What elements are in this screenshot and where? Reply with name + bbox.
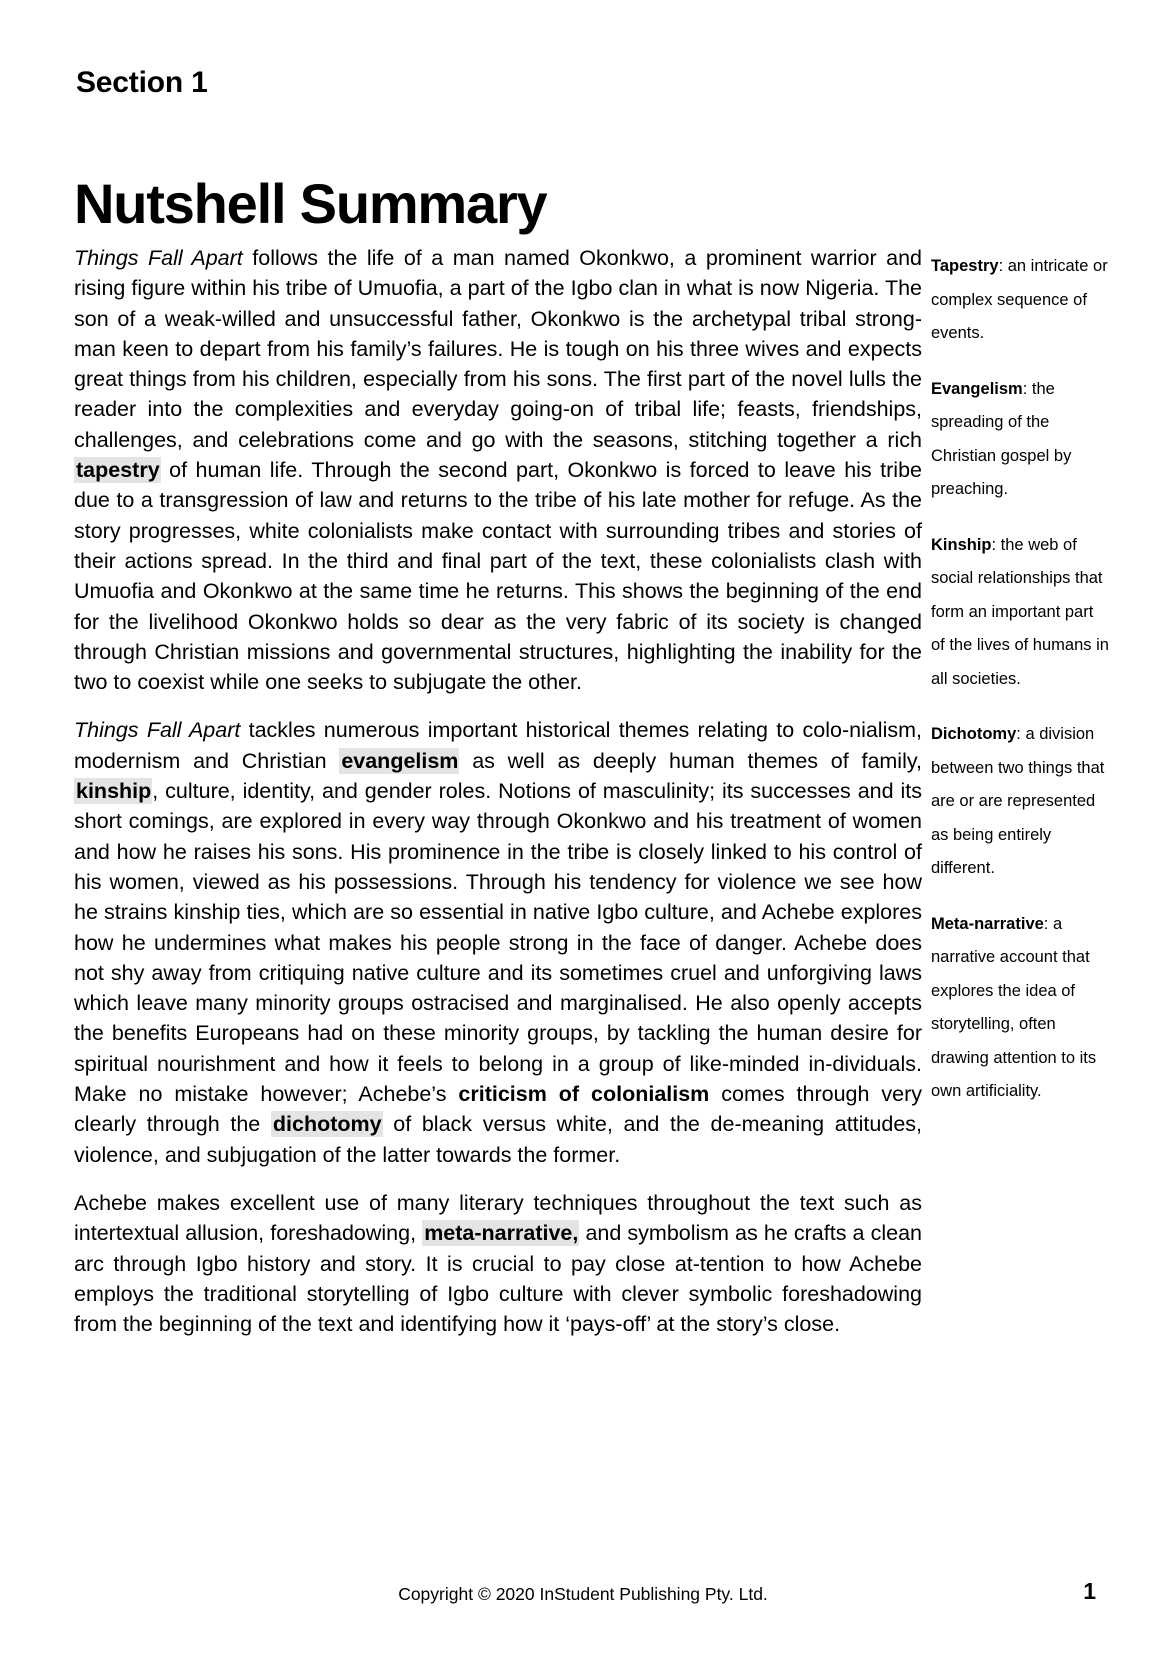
glossary-definition: an intricate or complex sequence of events. (931, 257, 1108, 342)
paragraph-2-text-d: comes through very clearly through the (74, 1082, 923, 1137)
glossary-entry-dichotomy (931, 718, 1111, 886)
glossary-term: Evangelism (931, 379, 1023, 398)
highlighted-term-evangelism: evangelism (341, 748, 459, 773)
highlighted-term-tapestry: tapestry (76, 458, 160, 483)
footer-page-number: 1 (1083, 1578, 1096, 1604)
book-title-italic: Things Fall Apart (74, 718, 241, 743)
highlighted-term-meta-narrative: meta-narrative, (424, 1221, 579, 1246)
glossary-separator: : (1016, 725, 1026, 743)
glossary-definition: the spreading of the Christian gospel by preaching. (931, 379, 1072, 498)
glossary-term: Dichotomy (931, 725, 1017, 743)
glossary-definition: the web of social relationships that form an important part of the lives of humans in all societies. (931, 535, 1109, 688)
paragraph-2-text-a: tackles numerous important historical themes relating to colo-nialism, modernism and Christian (74, 718, 922, 773)
body-column (74, 243, 922, 1339)
glossary-definition: a division between two things that are or are represented as being entirely different. (931, 725, 1105, 877)
bold-term-criticism-of-colonialism: criticism of colonialism (458, 1082, 710, 1107)
glossary-term: Tapestry (931, 257, 999, 275)
paragraph-1-text-b: of human life. Through the second part, Okonkwo is forced to leave his tribe due to a transgression of law and returns to the tribe of his late mother for refuge. As the story progresses, white colonialists make contact with surrounding tribes and stories of their actions spread. In the third and final part of the text, these colonialists clash with Umuofia and Okonkwo at the same time he returns. This shows the beginning of the end for the livelihood Okonkwo holds so dear as the very fabric of its society is changed through Christian missions and governmental structures, highlighting the inability for the two to coexist while one seeks to subjugate the other. (74, 458, 922, 695)
paragraph-1 (74, 243, 922, 697)
glossary-definition: a narrative account that explores the idea of storytelling, often drawing attention to its own artificiality. (931, 914, 1097, 1100)
paragraph-2-text-b: as well as deeply human themes of family, (459, 748, 922, 773)
section-label: Section 1 (76, 66, 208, 99)
book-title-italic: Things Fall Apart (74, 246, 243, 270)
glossary-separator: : (991, 535, 1001, 554)
paragraph-3-text-a: Achebe makes excellent use of many literary techniques throughout the text such as intertextual allusion, foreshadowing, (74, 1190, 922, 1246)
glossary-margin-column (931, 250, 1111, 1109)
glossary-term: Kinship (931, 535, 992, 554)
paragraph-3 (74, 1188, 922, 1339)
glossary-separator: : (998, 257, 1008, 275)
page-title: Nutshell Summary (74, 171, 547, 235)
footer-copyright: Copyright © 2020 InStudent Publishing Pty. Ltd. (398, 1584, 768, 1604)
glossary-entry-meta-narrative (931, 908, 1111, 1109)
glossary-entry-evangelism (931, 373, 1111, 507)
glossary-entry-kinship (931, 529, 1111, 697)
paragraph-2-text-c: , culture, identity, and gender roles. Notions of masculinity; its successes and its short comings, are explored in every way through Okonkwo and his treatment of women and how he raises his sons. His prominence in the tribe is closely linked to his control of his women, viewed as his possessions. Through his tendency for violence we see how he strains kinship ties, which are so essential in native Igbo culture, and Achebe explores how he undermines what makes his people strong in the face of danger. Achebe does not shy away from critiquing native culture and its sometimes cruel and unforgiving laws which leave many minority groups ostracised and marginalised. He also openly accepts the benefits Europeans had on these minority groups, by tackling the human desire for spiritual nourishment and how it feels to belong in a group of like-minded in-dividuals. Make no mistake however; Achebe’s (74, 779, 922, 1107)
paragraph-3-text-b: and symbolism as he crafts a clean arc through Igbo history and story. It is crucial to pay close at-tention to how Achebe employs the traditional storytelling of Igbo culture with clever symbolic foreshadowing from the beginning of the text and identifying how it ‘pays-off’ at the story’s close. (74, 1221, 923, 1337)
paragraph-2-text-e: of black versus white, and the de-meaning attitudes, violence, and subjugation of the latter towards the former. (74, 1112, 922, 1167)
highlighted-term-dichotomy: dichotomy (272, 1112, 382, 1137)
paragraph-1-text-a: follows the life of a man named Okonkwo, a prominent warrior and rising figure within his tribe of Umuofia, a part of the Igbo clan in what is now Nigeria. The son of a weak-willed and unsuccessful father, Okonkwo is the archetypal tribal strong-man keen to depart from his family’s failures. He is tough on his three wives and expects great things from his children, especially from his sons. The first part of the novel lulls the reader into the complexities and everyday going-on of tribal life; feasts, friendships, challenges, and celebrations come and go with the seasons, stitching together a rich (74, 246, 922, 452)
glossary-separator: : (1043, 914, 1053, 933)
glossary-term: Meta-narrative (931, 914, 1044, 933)
highlighted-term-kinship: kinship (76, 779, 152, 804)
paragraph-2 (74, 715, 922, 1169)
glossary-entry-tapestry (931, 250, 1111, 351)
glossary-separator: : (1022, 379, 1032, 398)
